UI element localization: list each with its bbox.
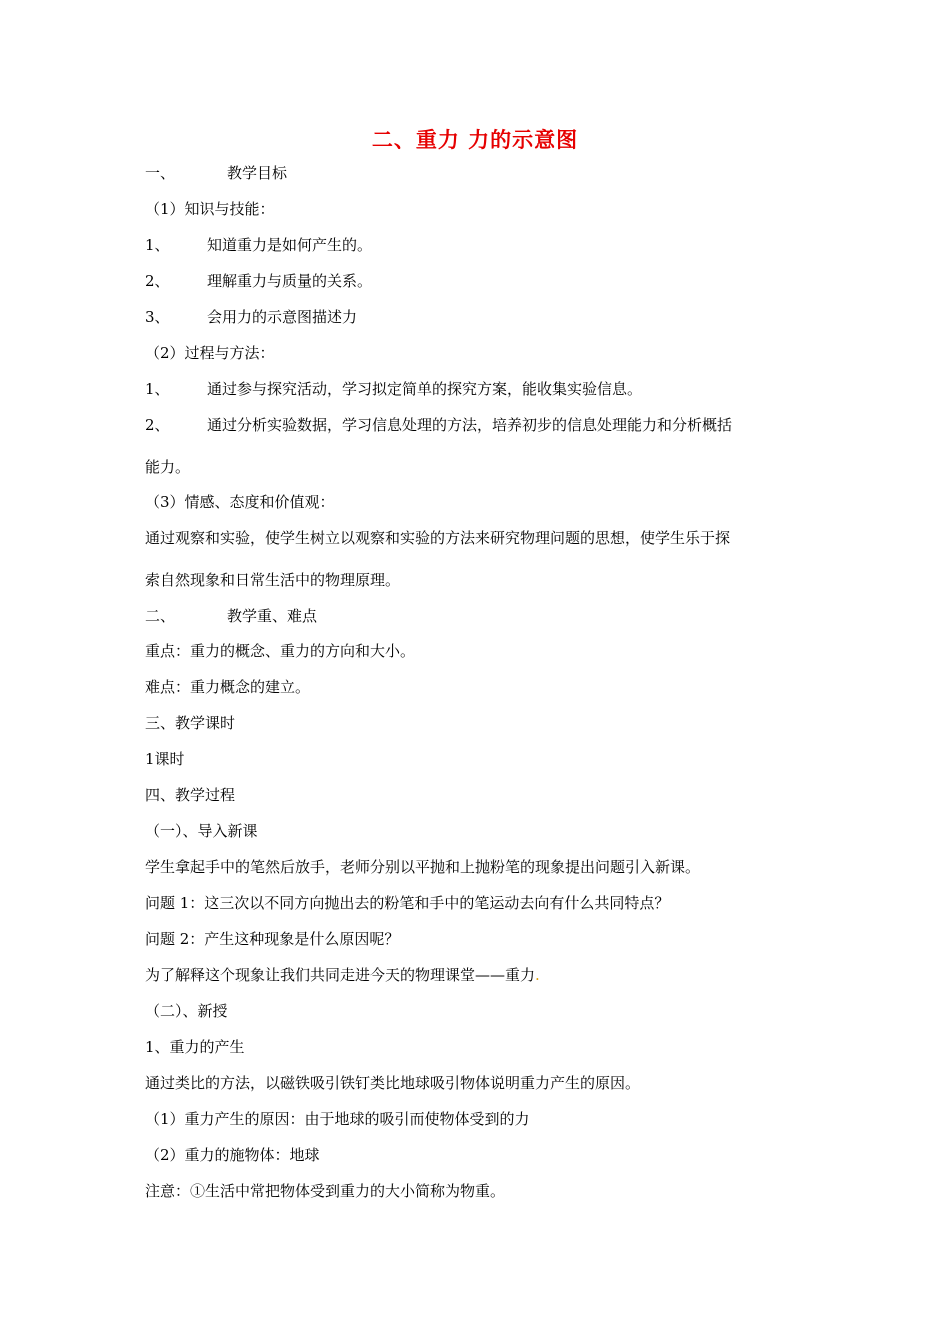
item-text: 理解重力与质量的关系。: [207, 272, 373, 290]
subsection-intro: （一）、导入新课: [145, 822, 258, 840]
item-number: 1、: [145, 236, 170, 254]
topic-heading: 1、重力的产生: [145, 1038, 245, 1056]
paragraph-line: 索自然现象和日常生活中的物理原理。: [145, 571, 401, 589]
item-number: 2、: [145, 416, 170, 434]
question-1: 问题 1：这三次以不同方向抛出去的粉笔和手中的笔运动去向有什么共同特点？: [145, 894, 670, 912]
item-text: 知道重力是如何产生的。: [207, 236, 373, 254]
list-item: （2）重力的施物体：地球: [145, 1146, 320, 1164]
key-point: 重点：重力的概念、重力的方向和大小。: [145, 642, 416, 660]
list-item: （1）重力产生的原因：由于地球的吸引而使物体受到的力: [145, 1110, 530, 1128]
paragraph-line: 通过类比的方法，以磁铁吸引铁钉类比地球吸引物体说明重力产生的原因。: [145, 1074, 641, 1092]
section-teaching-goals: [145, 163, 287, 183]
section-teaching-process: 四、教学过程: [145, 786, 236, 804]
item-number: 2、: [145, 272, 170, 290]
item-text-continuation: 能力。: [145, 458, 191, 476]
list-item: [145, 235, 372, 255]
paragraph-line: [145, 965, 540, 985]
item-text: 通过分析实验数据，学习信息处理的方法，培养初步的信息处理能力和分析概括: [207, 416, 733, 434]
section-class-hours: 三、教学课时: [145, 714, 236, 732]
item-text: 通过参与探究活动，学习拟定简单的探究方案，能收集实验信息。: [207, 380, 643, 398]
highlight-mark: .: [535, 966, 540, 984]
list-item: [145, 415, 732, 435]
lead-in-text: 为了解释这个现象让我们共同走进今天的物理课堂——重力: [145, 966, 536, 984]
note: 注意：①生活中常把物体受到重力的大小简称为物重。: [145, 1182, 506, 1200]
section-heading: 教学重、难点: [227, 607, 318, 625]
subsection-process: （2）过程与方法：: [145, 344, 275, 362]
list-item: [145, 379, 642, 399]
item-text: 会用力的示意图描述力: [207, 308, 358, 326]
class-hours-value: 1课时: [145, 750, 185, 768]
paragraph-line: 学生拿起手中的笔然后放手，老师分别以平抛和上抛粉笔的现象提出问题引入新课。: [145, 858, 701, 876]
section-heading: 教学目标: [227, 164, 288, 182]
section-number: 一、: [145, 164, 176, 182]
section-number: 二、: [145, 607, 176, 625]
subsection-new-lesson: （二）、新授: [145, 1002, 228, 1020]
list-item: [145, 307, 357, 327]
document-title: 二、重力 力的示意图: [371, 128, 579, 152]
subsection-emotion: （3）情感、态度和价值观：: [145, 493, 335, 511]
hard-point: 难点：重力概念的建立。: [145, 678, 311, 696]
question-2: 问题 2：产生这种现象是什么原因呢？: [145, 930, 400, 948]
item-number: 3、: [145, 308, 170, 326]
section-key-points: [145, 606, 317, 626]
paragraph-line: 通过观察和实验，使学生树立以观察和实验的方法来研究物理问题的思想，使学生乐于探: [145, 529, 731, 547]
item-number: 1、: [145, 380, 170, 398]
subsection-knowledge: （1）知识与技能：: [145, 200, 275, 218]
list-item: [145, 271, 372, 291]
